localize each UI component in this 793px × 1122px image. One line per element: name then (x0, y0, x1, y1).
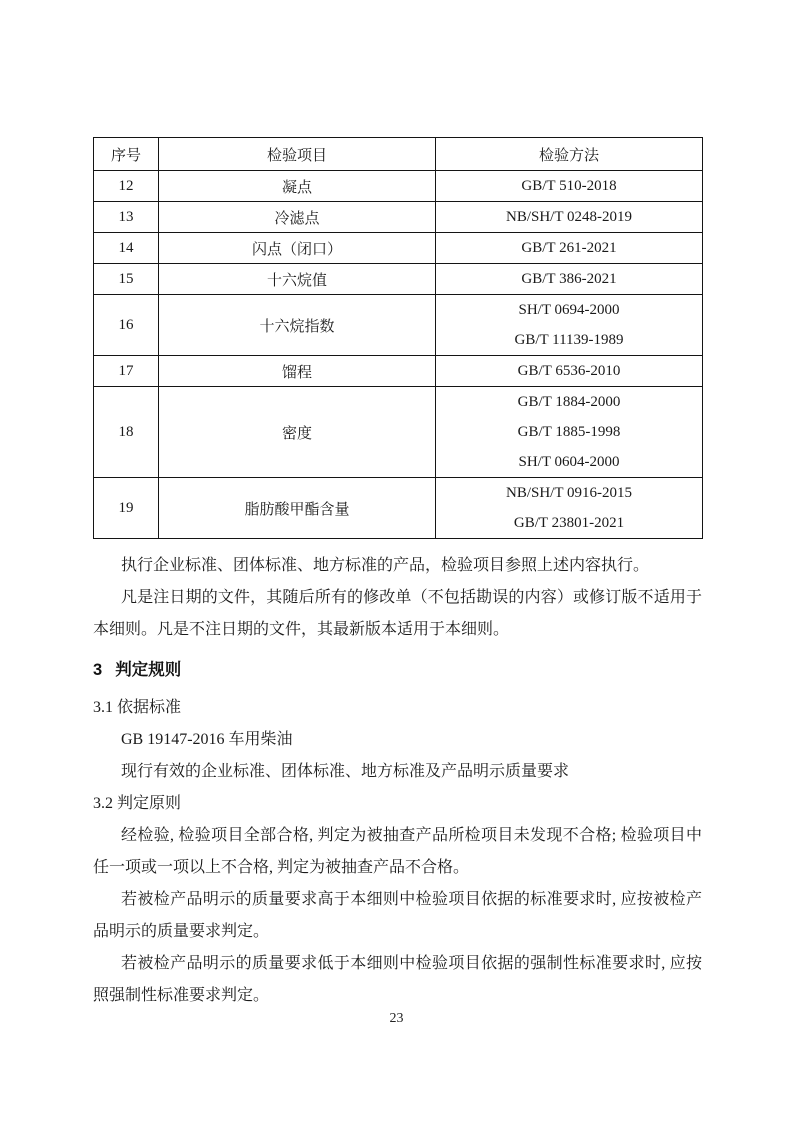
table-row (94, 295, 703, 356)
section-3-1-title: 3.1 依据标准 (93, 699, 182, 716)
column-header-inspection-method: 检验方法 (436, 138, 703, 171)
cell-serial-no: 13 (94, 202, 159, 233)
paragraph-judgment-higher-requirement: 若被检产品明示的质量要求高于本细则中检验项目依据的标准要求时, 应按被检产品明示的质量要求判定。 (93, 891, 702, 940)
paragraph-judgment-lower-requirement: 若被检产品明示的质量要求低于本细则中检验项目依据的强制性标准要求时, 应按照强制性标准要求判定。 (93, 955, 702, 1004)
method-standard: GB/T 11139-1989 (514, 332, 624, 348)
cell-inspection-method (436, 295, 703, 356)
cell-inspection-method (436, 387, 703, 478)
method-standard: SH/T 0604-2000 (518, 454, 620, 470)
page-content (93, 137, 702, 1012)
cell-serial-no: 14 (94, 233, 159, 264)
cell-inspection-item: 闪点（闭口） (159, 233, 436, 264)
cell-inspection-method (436, 264, 703, 295)
reference-standard-current: 现行有效的企业标准、团体标准、地方标准及产品明示质量要求 (121, 763, 570, 780)
table-header-row (94, 138, 703, 171)
table-row (94, 387, 703, 478)
cell-inspection-method (436, 202, 703, 233)
method-standard: NB/SH/T 0916-2015 (506, 485, 632, 501)
paragraph-enterprise-standards: 执行企业标准、团体标准、地方标准的产品，检验项目参照上述内容执行。 (121, 557, 650, 574)
cell-inspection-item: 密度 (159, 387, 436, 478)
table-row (94, 171, 703, 202)
paragraph-judgment-pass-fail: 经检验, 检验项目全部合格, 判定为被抽查产品所检项目未发现不合格; 检验项目中任一项或一项以上不合格, 判定为被抽查产品不合格。 (93, 827, 702, 876)
cell-serial-no: 12 (94, 171, 159, 202)
reference-standard-gb19147: GB 19147-2016 车用柴油 (121, 731, 293, 748)
column-header-serial-no: 序号 (94, 138, 159, 171)
table-row (94, 233, 703, 264)
cell-serial-no: 15 (94, 264, 159, 295)
paragraph-dated-documents: 凡是注日期的文件，其随后所有的修改单（不包括勘误的内容）或修订版不适用于本细则。凡是不注日期的文件，其最新版本适用于本细则。 (93, 589, 702, 638)
method-standard: GB/T 23801-2021 (513, 515, 625, 531)
inspection-table-body (94, 171, 703, 539)
method-standard: GB/T 386-2021 (521, 271, 617, 287)
method-standard: SH/T 0694-2000 (518, 302, 620, 318)
table-row (94, 356, 703, 387)
cell-inspection-item: 十六烷值 (159, 264, 436, 295)
cell-inspection-item: 脂肪酸甲酯含量 (159, 478, 436, 539)
page-number: 23 (389, 1011, 404, 1026)
method-standard: GB/T 6536-2010 (517, 363, 621, 379)
cell-inspection-method (436, 356, 703, 387)
method-standard: GB/T 510-2018 (521, 178, 617, 194)
cell-serial-no: 18 (94, 387, 159, 478)
cell-inspection-item: 馏程 (159, 356, 436, 387)
cell-inspection-method (436, 171, 703, 202)
cell-inspection-item: 十六烷指数 (159, 295, 436, 356)
section-3-2-title: 3.2 判定原则 (93, 795, 182, 812)
table-row (94, 264, 703, 295)
cell-serial-no: 16 (94, 295, 159, 356)
table-row (94, 202, 703, 233)
cell-serial-no: 17 (94, 356, 159, 387)
method-standard: GB/T 1885-1998 (517, 424, 621, 440)
method-standard: NB/SH/T 0248-2019 (506, 209, 632, 225)
cell-inspection-item: 冷滤点 (159, 202, 436, 233)
table-row (94, 478, 703, 539)
cell-inspection-method (436, 233, 703, 264)
method-standard: GB/T 261-2021 (521, 240, 617, 256)
method-standard: GB/T 1884-2000 (517, 394, 621, 410)
section-3-heading (93, 654, 702, 686)
section-3-number: 3 (93, 661, 103, 679)
cell-inspection-item: 凝点 (159, 171, 436, 202)
cell-serial-no: 19 (94, 478, 159, 539)
inspection-methods-table (93, 137, 703, 539)
cell-inspection-method (436, 478, 703, 539)
section-3-title: 判定规则 (115, 661, 182, 679)
column-header-inspection-item: 检验项目 (159, 138, 436, 171)
